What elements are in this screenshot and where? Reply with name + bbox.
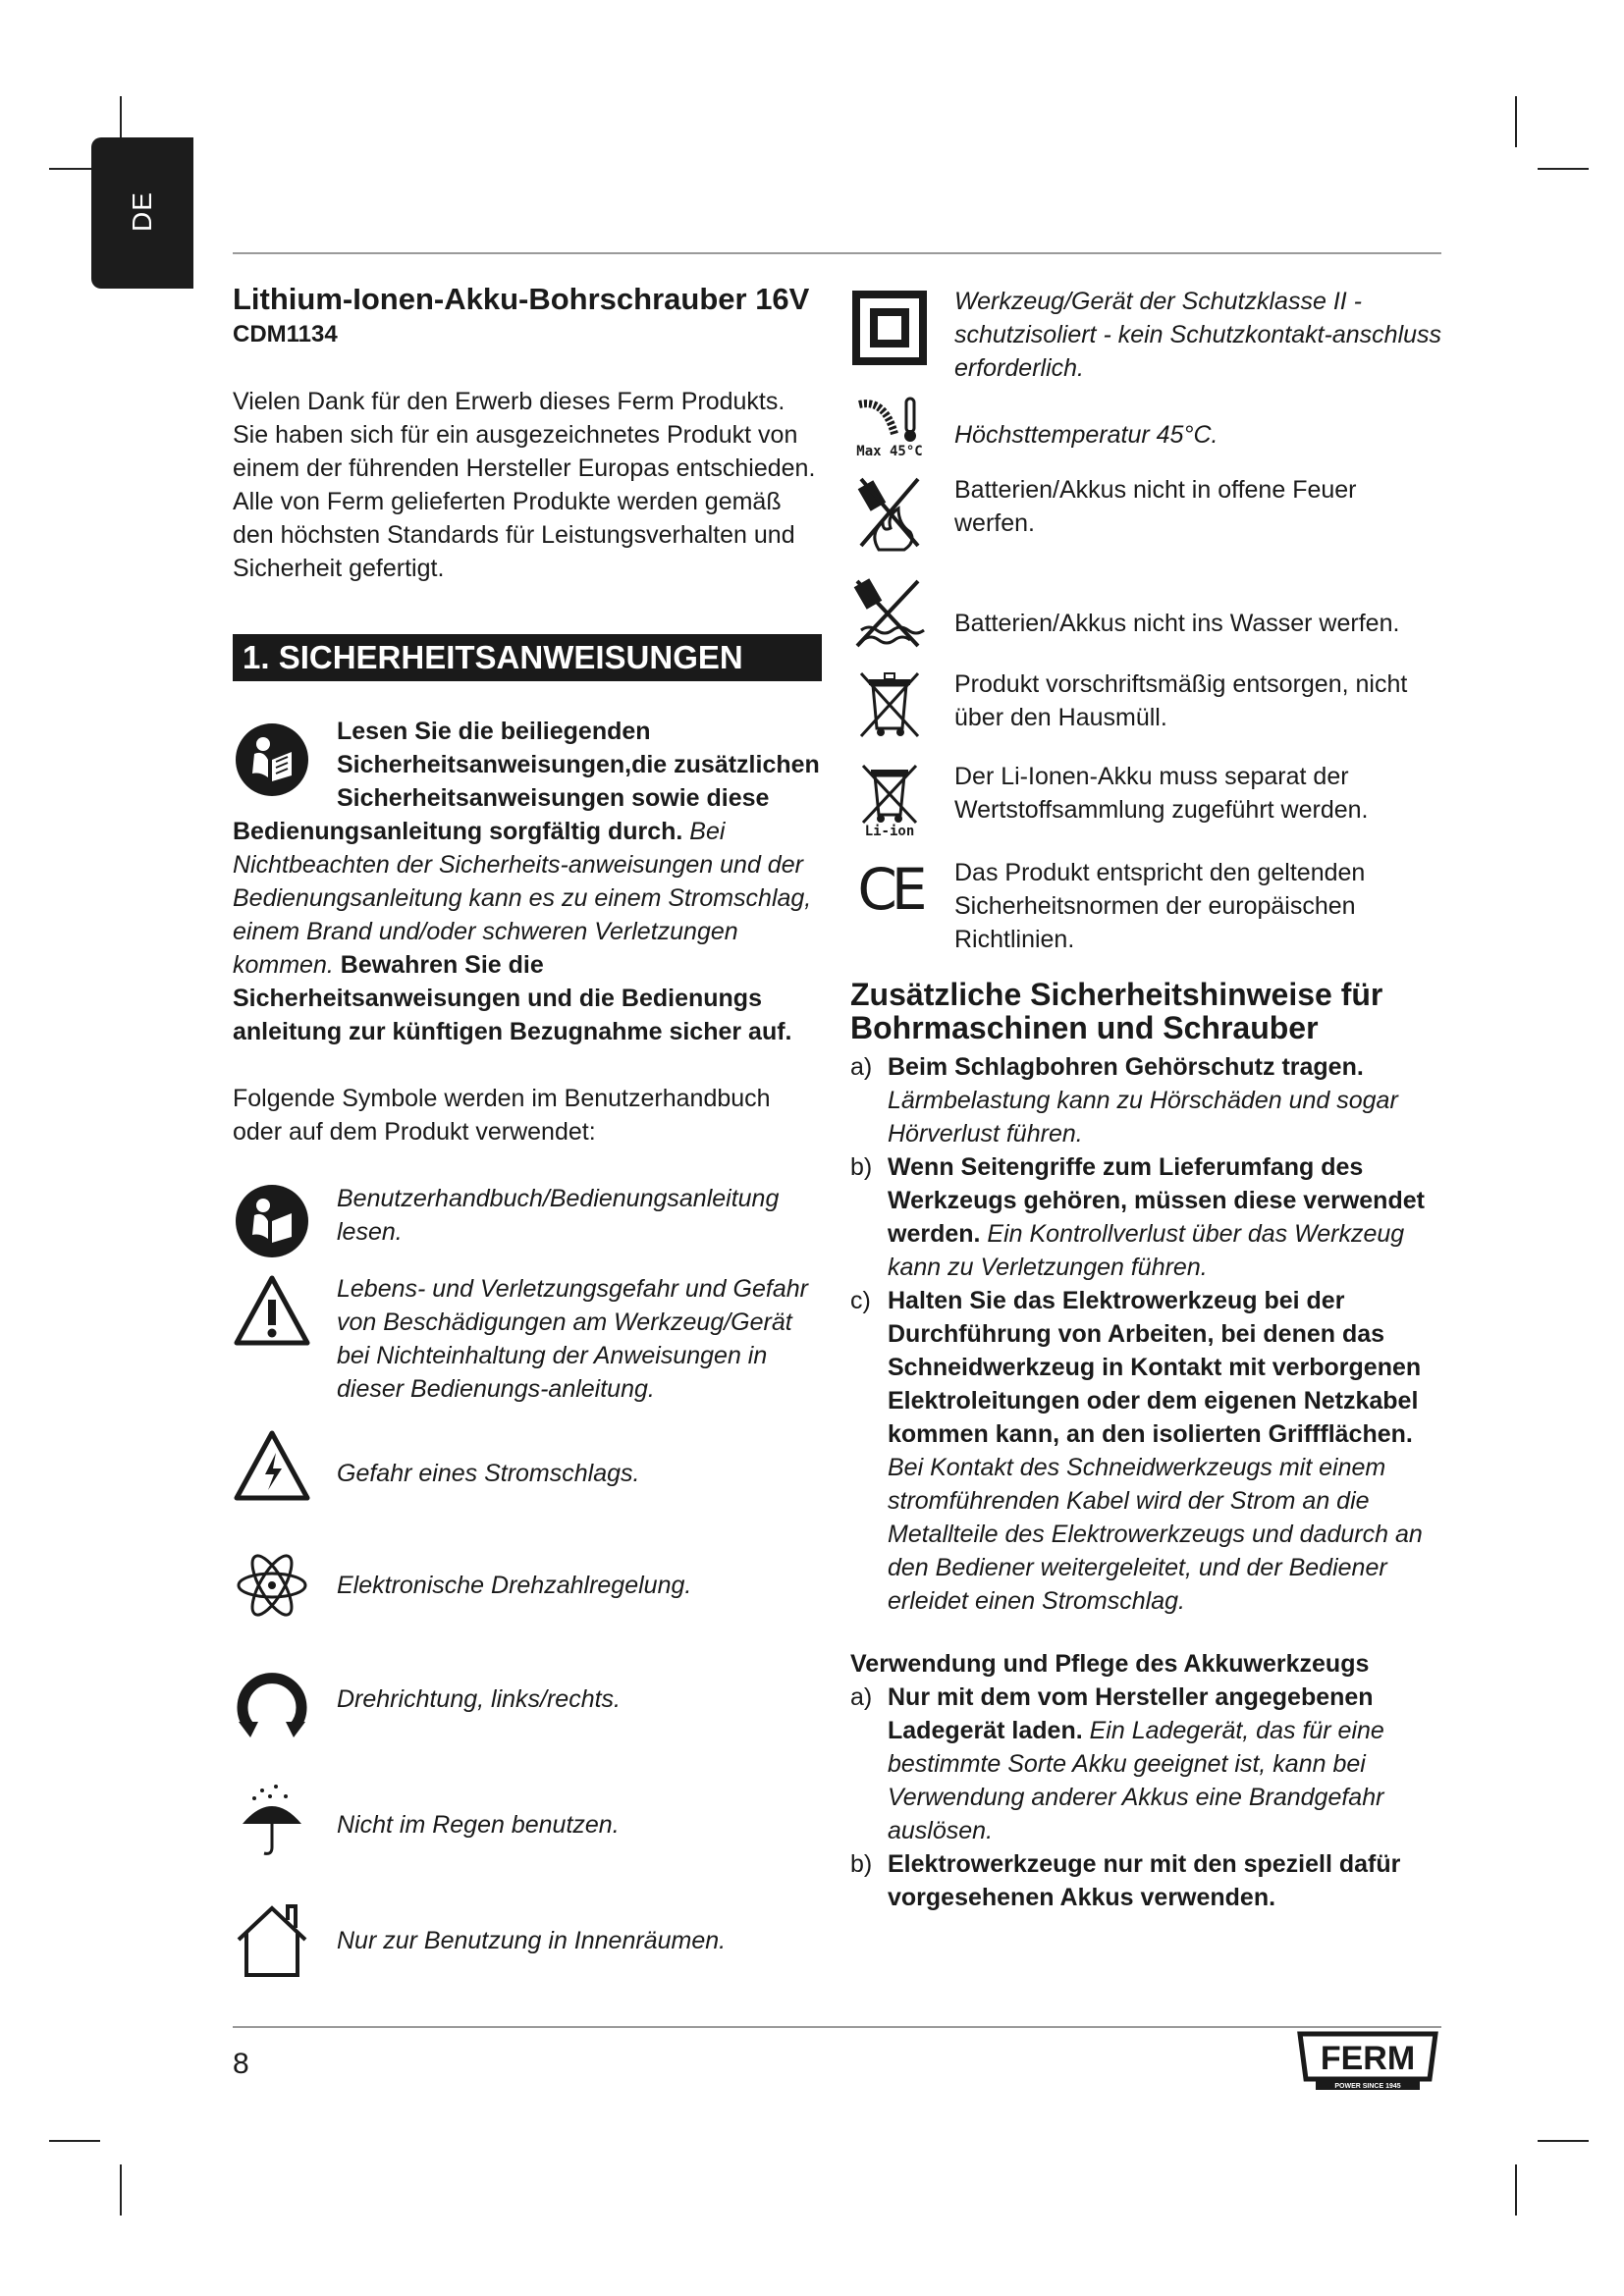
logo-wordmark: FERM [1320,2040,1416,2077]
symbol-row [850,856,1443,956]
symbols-intro: Folgende Symbole werden im Benutzerhandbuch oder auf dem Produkt verwendet: [233,1085,771,1146]
li-ion-recycle-icon [857,760,922,825]
symbol-row [850,395,1443,459]
crop-mark [1515,2164,1517,2216]
additional-safety-heading: Zusätzliche Sicherheitshinweise für Bohrmaschinen und Schrauber [850,977,1383,1045]
symbol-row [233,1551,822,1620]
section-heading: 1. SICHERHEITSANWEISUNGEN [233,634,822,681]
ce-mark-icon: CE [857,856,922,923]
symbol-row [850,760,1443,838]
left-column [233,281,822,1987]
class-ii-icon [852,291,927,365]
symbol-row [850,577,1443,650]
battery-care-list [850,1681,1443,1914]
warning-triangle-icon [233,1272,311,1351]
electronic-speed-icon [233,1551,311,1620]
symbol-row [850,667,1443,738]
symbol-text: Batterien/Akkus nicht in offene Feuer werfen. [954,476,1357,537]
battery-care-heading: Verwendung und Pflege des Akkuwerkzeugs [850,1650,1370,1678]
intro-paragraph: Vielen Dank für den Erwerb dieses Ferm Produkts. Sie haben sich für ein ausgezeichnetes Produkt von einem der führenden Hersteller Europas entschieden. Alle von Ferm gelieferten Produkte werden gemäß den höchsten Standards für Leistungsverhalten und Sicherheit gefertigt. [233,388,816,582]
read-instructions-keep: Bewahren Sie die Sicherheitsanweisungen und die Bedienungs anleitung zur künftigen Bezugnahme sicher auf. [233,951,792,1045]
symbol-text: Produkt vorschriftsmäßig entsorgen, nicht über den Hausmüll. [954,670,1408,731]
symbol-text: Das Produkt entspricht den geltenden Sicherheitsnormen der europäischen Richtlinien. [954,859,1366,953]
symbol-row [233,1427,822,1506]
crop-mark [1538,2140,1589,2142]
footer-rule [233,2026,1441,2028]
list-item: c) Halten Sie das Elektrowerkzeug bei der Durchführung von Arbeiten, bei denen das Schneidwerkzeug in Kontakt mit verborgenen Elektroleitungen oder dem eigenen Netzkabel kommen kann, an den isolierten Griffflächen. Bei Kontakt des Schneidwerkzeugs mit einem stromführenden Kabel wird der Strom an die Metallteile des Elektrowerkzeugs und dadurch an den Bediener weitergeleitet, und der Bediener erleidet einen Stromschlag. [850,1287,1423,1615]
symbol-text: Batterien/Akkus nicht ins Wasser werfen. [954,610,1400,637]
read-instructions-italic: Bei Nichtbeachten der Sicherheits-anweisungen und der Bedienungsanleitung kann es zu einem Stromschlag, einem Brand und/oder schweren Verletzungen kommen. [233,818,812,979]
crop-mark [49,2140,100,2142]
symbol-row [233,1272,822,1406]
crop-mark [1515,96,1517,147]
language-tab [91,137,193,289]
list-item: a) Nur mit dem vom Hersteller angegebenen Ladegerät laden. Ein Ladegerät, das für eine bestimmte Sorte Akku geeignet ist, kann bei Verwendung anderer Akkus eine Brandgefahr auslösen. [850,1683,1384,1844]
indoor-house-icon [233,1900,311,1979]
symbol-text: Höchsttemperatur 45°C. [954,421,1218,449]
read-instructions-block [233,715,822,1048]
symbol-text: Nicht im Regen benutzen. [337,1811,620,1839]
max-temperature-icon [855,395,924,444]
right-column [850,285,1443,1914]
read-manual-icon [233,721,311,799]
no-water-icon [853,577,926,650]
read-manual-icon [233,1182,311,1260]
symbol-row [850,473,1443,552]
logo-tagline: POWER SINCE 1945 [1334,2083,1401,2090]
rotation-direction-icon [233,1665,311,1741]
page-number: 8 [233,2048,249,2080]
no-rain-icon [233,1783,311,1861]
symbol-text: Lebens- und Verletzungsgefahr und Gefahr von Beschädigungen am Werkzeug/Gerät bei Nichteinhaltung der Anweisungen in dieser Bedienungs-anleitung. [337,1275,808,1403]
li-ion-label: Li-ion [864,824,915,839]
symbol-text: Elektronische Drehzahlregelung. [337,1572,692,1599]
symbol-row [233,1182,822,1260]
ferm-logo [1294,2030,1441,2091]
read-instructions-bold: Lesen Sie die beiliegenden Sicherheitsanweisungen,die zusätzlichen Sicherheitsanweisungen sowie diese Bedienungsanleitung sorgfältig durch. [233,718,820,845]
weee-bin-icon [855,667,924,738]
symbol-text: Werkzeug/Gerät der Schutzklasse II - schutzisoliert - kein Schutzkontakt-anschluss erforderlich. [954,288,1442,382]
symbol-row [233,1665,822,1741]
list-item: b) Elektrowerkzeuge nur mit den speziell dafür vorgesehenen Akkus verwenden. [850,1850,1401,1911]
header-rule [233,252,1441,254]
symbol-text: Der Li-Ionen-Akku muss separat der Wertstoffsammlung zugeführt werden. [954,763,1369,824]
symbol-row [233,1783,822,1861]
crop-mark [120,2164,122,2216]
additional-safety-list [850,1050,1443,1618]
symbol-row [233,1900,822,1979]
symbol-text: Gefahr eines Stromschlags. [337,1460,640,1487]
no-fire-icon [855,473,924,552]
page-title: Lithium-Ionen-Akku-Bohrschrauber 16V [233,282,810,316]
symbol-row [850,285,1443,385]
electric-shock-icon [233,1427,311,1506]
model-number: CDM1134 [233,321,338,347]
list-item: a) Beim Schlagbohren Gehörschutz tragen. Lärmbelastung kann zu Hörschäden und sogar Hörverlust führen. [850,1053,1398,1148]
symbol-text: Benutzerhandbuch/Bedienungsanleitung lesen. [337,1185,780,1246]
crop-mark [1538,168,1589,170]
max-temperature-label: Max 45°C [856,444,923,459]
symbol-text: Nur zur Benutzung in Innenräumen. [337,1927,727,1954]
symbols-list-left [233,1182,822,1979]
symbol-text: Drehrichtung, links/rechts. [337,1685,622,1713]
language-tab-label: DE [127,191,157,232]
list-item: b) Wenn Seitengriffe zum Lieferumfang des Werkzeugs gehören, müssen diese verwendet werden. Ein Kontrollverlust über das Werkzeug kann zu Verletzungen führen. [850,1153,1425,1281]
